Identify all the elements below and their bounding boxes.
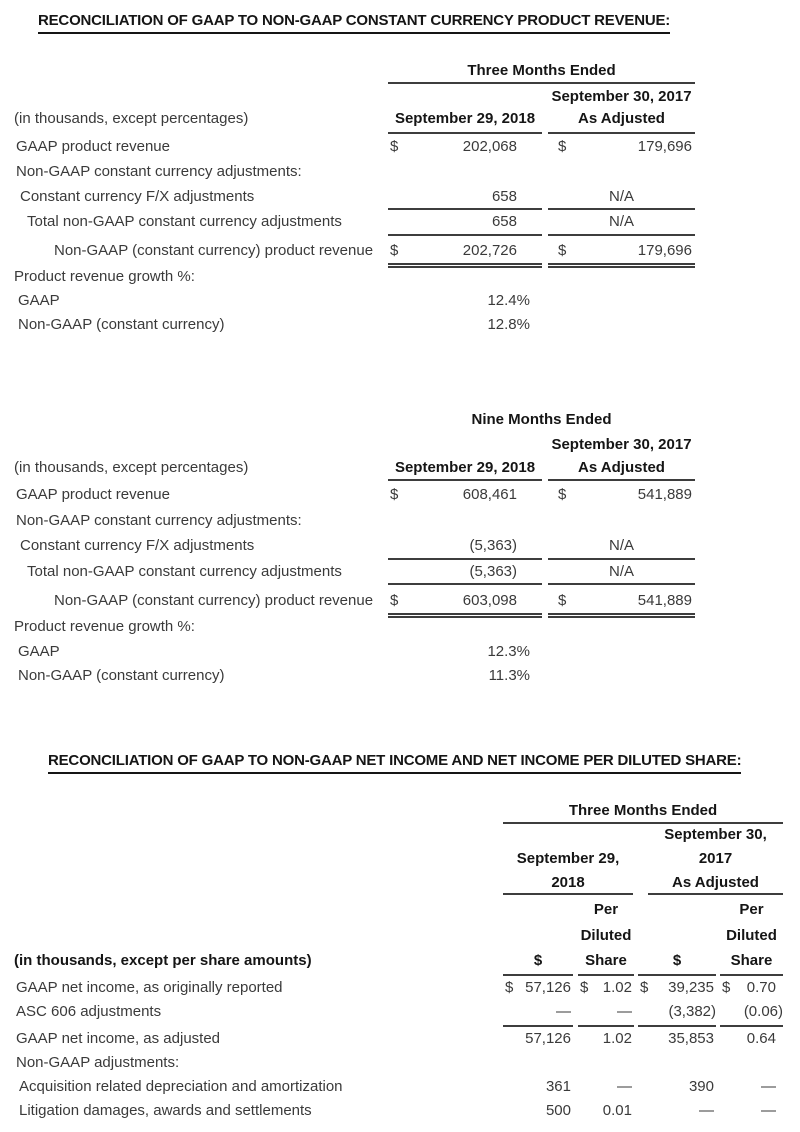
value-cell [388, 640, 542, 664]
value-cell [578, 1075, 634, 1099]
group2-header-line3: As Adjusted [672, 874, 759, 891]
col1-header: September 29, 2018 [394, 110, 536, 127]
table-row [0, 1000, 800, 1024]
row-label: Non-GAAP (constant currency) [18, 667, 225, 684]
value-cell [388, 664, 542, 688]
cell-value: 541,889 [637, 486, 692, 503]
per-label: Per [739, 901, 764, 918]
col2-header-line1: September 30, 2017 [551, 88, 692, 105]
cell-value: N/A [608, 537, 634, 554]
diluted-label: Diluted [726, 927, 777, 944]
value-cell [388, 289, 542, 313]
divider [388, 583, 542, 585]
value-cell [503, 1000, 573, 1024]
row-label: GAAP net income, as originally reported [16, 979, 283, 996]
table-row [0, 534, 800, 558]
cell-value: 608,461 [462, 486, 517, 503]
divider [503, 893, 633, 895]
value-cell [638, 976, 716, 1000]
table-row [0, 289, 800, 313]
column-header-row [0, 85, 800, 109]
cell-value: — [617, 1078, 632, 1095]
cell-value: 57,126 [525, 979, 571, 996]
row-label: Non-GAAP adjustments: [16, 1054, 180, 1071]
table-row [0, 976, 800, 1000]
value-cell [548, 483, 695, 507]
cell-value: 361 [545, 1078, 571, 1095]
cell-value: 390 [688, 1078, 714, 1095]
row-label: Non-GAAP constant currency adjustments: [16, 163, 302, 180]
value-cell [578, 1099, 634, 1123]
row-label: Non-GAAP (constant currency) product revenue [54, 592, 374, 609]
row-label: GAAP [18, 643, 60, 660]
value-cell [548, 560, 695, 584]
value-cell [548, 135, 695, 159]
value-cell [578, 1000, 634, 1024]
cell-value: — [617, 1003, 632, 1020]
row-label: GAAP [18, 292, 60, 309]
col2-header-line2: As Adjusted [578, 110, 665, 127]
cell-value: 12.3% [487, 643, 530, 660]
cell-value: 202,068 [462, 138, 517, 155]
cell-value: 39,235 [668, 979, 714, 996]
subheader-row [0, 898, 800, 922]
table-caption: (in thousands, except percentages) [14, 459, 249, 476]
cell-value: 500 [545, 1102, 571, 1119]
table-row [0, 160, 800, 184]
group-header-row [0, 871, 800, 895]
table-row [0, 313, 800, 337]
divider [548, 479, 695, 481]
period-header: Three Months Ended [568, 802, 718, 819]
row-label: Non-GAAP constant currency adjustments: [16, 512, 302, 529]
row-label: GAAP net income, as adjusted [16, 1030, 221, 1047]
value-cell [720, 1075, 783, 1099]
value-cell [388, 483, 542, 507]
dollar-sign: $ [722, 979, 731, 996]
value-cell [503, 1075, 573, 1099]
table-row [0, 135, 800, 159]
value-cell [720, 1000, 783, 1024]
cell-value: (0.06) [743, 1003, 783, 1020]
table-caption: (in thousands, except per share amounts) [14, 952, 312, 969]
value-cell [503, 1099, 573, 1123]
value-cell [503, 976, 573, 1000]
cell-value: 0.64 [746, 1030, 776, 1047]
cell-value: 1.02 [602, 979, 632, 996]
value-cell [720, 976, 783, 1000]
group-header-row [0, 847, 800, 871]
cell-value: 658 [491, 188, 517, 205]
cell-value: 35,853 [668, 1030, 714, 1047]
share-column-label: Share [585, 952, 627, 969]
column-header-row [0, 107, 800, 131]
cell-value: (5,363) [469, 563, 517, 580]
divider [388, 82, 695, 84]
group1-header-line2: 2018 [551, 874, 585, 891]
group2-header-line2: 2017 [698, 850, 733, 867]
group2-header-line1-row [0, 823, 800, 847]
dollar-column-label: $ [672, 952, 682, 969]
cell-value: 179,696 [637, 138, 692, 155]
dollar-sign: $ [505, 979, 514, 996]
cell-value: 12.4% [487, 292, 530, 309]
diluted-label: Diluted [580, 927, 632, 944]
period-header-row [0, 799, 800, 823]
table-row [0, 239, 800, 263]
value-cell [638, 1099, 716, 1123]
value-cell [388, 560, 542, 584]
group2-header-line1: September 30, [664, 826, 767, 843]
table-row [0, 509, 800, 533]
row-label: Constant currency F/X adjustments [20, 537, 255, 554]
value-cell [578, 1027, 634, 1051]
group1-header-line1: September 29, [516, 850, 620, 867]
row-label: GAAP product revenue [16, 138, 170, 155]
value-cell [548, 210, 695, 234]
value-cell [388, 534, 542, 558]
dollar-sign: $ [580, 979, 589, 996]
value-cell [720, 1099, 783, 1123]
row-label: Total non-GAAP constant currency adjustments [27, 213, 342, 230]
value-cell [638, 1027, 716, 1051]
dollar-sign: $ [390, 242, 399, 259]
dollar-sign: $ [558, 138, 567, 155]
divider [388, 234, 542, 236]
value-cell [548, 185, 695, 209]
period-header-row [0, 59, 800, 83]
row-label: Acquisition related depreciation and amortization [19, 1078, 343, 1095]
subheader-row [0, 949, 800, 973]
cell-value: 0.70 [746, 979, 776, 996]
cell-value: 179,696 [637, 242, 692, 259]
value-cell [388, 589, 542, 613]
divider [548, 583, 695, 585]
cell-value: — [761, 1078, 776, 1095]
value-cell [548, 239, 695, 263]
column-header-row [0, 433, 800, 457]
value-cell [388, 239, 542, 263]
row-label: ASC 606 adjustments [16, 1003, 162, 1020]
divider [548, 132, 695, 134]
value-cell [388, 210, 542, 234]
table-row [0, 210, 800, 234]
col1-header: September 29, 2018 [394, 459, 536, 476]
value-cell [388, 313, 542, 337]
row-label: Product revenue growth %: [14, 618, 195, 635]
value-cell [388, 135, 542, 159]
row-label: Non-GAAP (constant currency) [18, 316, 225, 333]
table-row [0, 483, 800, 507]
cell-value: 57,126 [525, 1030, 571, 1047]
row-label: Product revenue growth %: [14, 268, 195, 285]
section-title-net-income: RECONCILIATION OF GAAP TO NON-GAAP NET INCOME AND NET INCOME PER DILUTED SHARE: [48, 751, 741, 774]
dollar-sign: $ [558, 592, 567, 609]
cell-value: (5,363) [469, 537, 517, 554]
divider [548, 234, 695, 236]
value-cell [638, 1000, 716, 1024]
table-row [0, 185, 800, 209]
dollar-sign: $ [558, 486, 567, 503]
col2-header-line1: September 30, 2017 [551, 436, 692, 453]
share-column-label: Share [730, 952, 773, 969]
dollar-sign: $ [390, 592, 399, 609]
row-label: GAAP product revenue [16, 486, 170, 503]
dollar-sign: $ [640, 979, 649, 996]
value-cell [548, 534, 695, 558]
cell-value: 541,889 [637, 592, 692, 609]
cell-value: (3,382) [668, 1003, 716, 1020]
row-label: Total non-GAAP constant currency adjustments [27, 563, 342, 580]
table-row [0, 265, 800, 289]
cell-value: 658 [491, 213, 517, 230]
table-row [0, 560, 800, 584]
table-row [0, 589, 800, 613]
cell-value: — [699, 1102, 714, 1119]
table-caption: (in thousands, except percentages) [14, 110, 249, 127]
table-row [0, 615, 800, 639]
cell-value: — [761, 1102, 776, 1119]
value-cell [638, 1075, 716, 1099]
dollar-sign: $ [558, 242, 567, 259]
table-row [0, 1027, 800, 1051]
period-header: Nine Months Ended [471, 411, 612, 428]
section-title-constant-currency: RECONCILIATION OF GAAP TO NON-GAAP CONSTANT CURRENCY PRODUCT REVENUE: [38, 11, 670, 34]
table-row [0, 640, 800, 664]
column-header-row [0, 456, 800, 480]
cell-value: N/A [608, 563, 634, 580]
cell-value: 603,098 [462, 592, 517, 609]
dollar-sign: $ [390, 138, 399, 155]
row-label: Litigation damages, awards and settlements [19, 1102, 312, 1119]
value-cell [720, 1027, 783, 1051]
subheader-row [0, 924, 800, 948]
cell-value: 1.02 [602, 1030, 632, 1047]
table-row [0, 664, 800, 688]
row-label: Constant currency F/X adjustments [20, 188, 255, 205]
table-row [0, 1075, 800, 1099]
dollar-sign: $ [390, 486, 399, 503]
value-cell [388, 185, 542, 209]
row-label: Non-GAAP (constant currency) product revenue [54, 242, 374, 259]
value-cell [548, 589, 695, 613]
cell-value: 12.8% [487, 316, 530, 333]
per-label: Per [593, 901, 619, 918]
dollar-column-label: $ [533, 952, 543, 969]
cell-value: — [556, 1003, 571, 1020]
value-cell [503, 1027, 573, 1051]
period-header: Three Months Ended [467, 62, 616, 79]
divider [648, 893, 783, 895]
cell-value: N/A [608, 213, 634, 230]
cell-value: 202,726 [462, 242, 517, 259]
divider [388, 479, 542, 481]
cell-value: 0.01 [602, 1102, 632, 1119]
cell-value: N/A [608, 188, 634, 205]
cell-value: 11.3% [488, 667, 530, 684]
col2-header-line2: As Adjusted [578, 459, 665, 476]
period-header-row [0, 408, 800, 432]
divider [388, 132, 542, 134]
table-row [0, 1099, 800, 1123]
table-row [0, 1051, 800, 1075]
value-cell [578, 976, 634, 1000]
